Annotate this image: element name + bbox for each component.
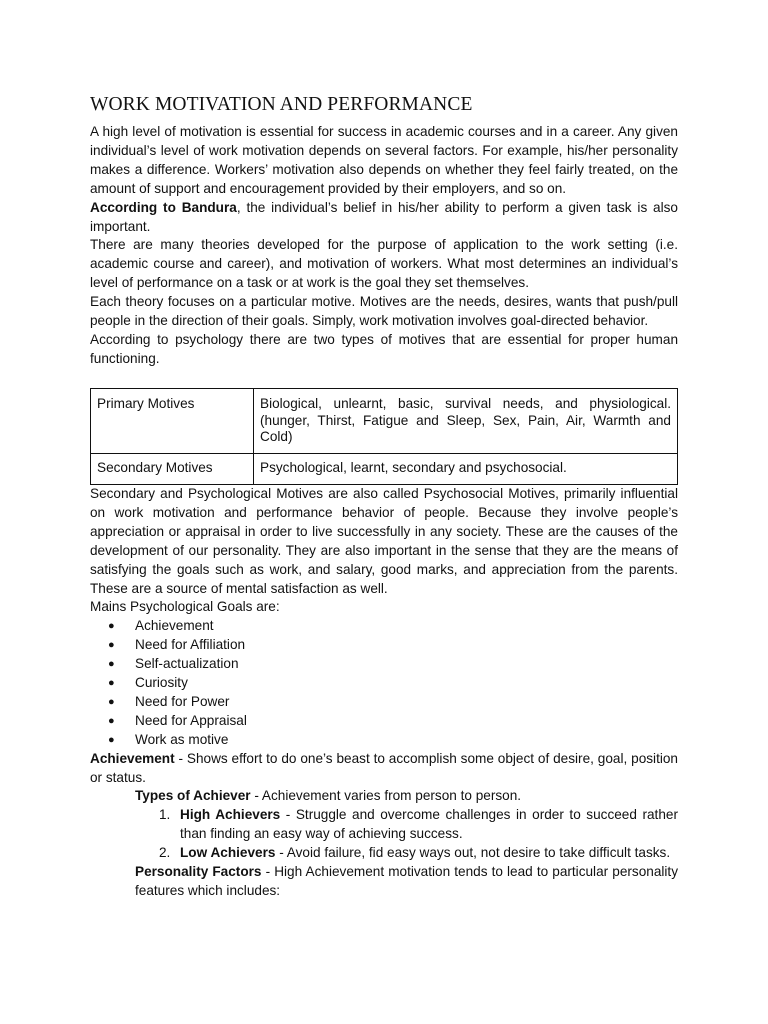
bullet-icon: ● (108, 639, 115, 652)
list-item (108, 674, 678, 693)
bullet-icon: ● (108, 733, 115, 746)
goal-label: Curiosity (135, 675, 188, 691)
motive-label: Secondary Motives (91, 454, 254, 485)
list-number: 2. (159, 845, 171, 861)
list-item (135, 844, 678, 863)
goal-label: Achievement (135, 618, 214, 634)
bullet-icon: ● (108, 677, 115, 690)
goal-label: Need for Affiliation (135, 637, 246, 653)
types-of-achiever (90, 787, 678, 806)
list-item (108, 655, 678, 674)
list-item (135, 806, 678, 844)
bandura-text: , the individual’s belief in his/her ability to perform a given task is also important. (90, 199, 678, 234)
list-item (108, 636, 678, 655)
motive-label: Primary Motives (91, 388, 254, 453)
document-body (90, 93, 678, 901)
table-row (91, 454, 678, 485)
types-of-motives-paragraph: According to psychology there are two types of motives that are essential for proper human functioning. (90, 331, 678, 366)
achiever-type-bold: Low Achievers (180, 845, 276, 861)
achiever-type-bold: High Achievers (180, 807, 281, 823)
achiever-type-text: - Avoid failure, fid easy ways out, not desire to take difficult tasks. (275, 845, 671, 861)
goal-label: Self-actualization (135, 656, 239, 672)
motive-description: Psychological, learnt, secondary and psychosocial. (254, 454, 678, 485)
list-item (108, 693, 678, 712)
list-item (108, 731, 678, 750)
goal-label: Need for Appraisal (135, 712, 247, 728)
goals-intro: Mains Psychological Goals are: (90, 599, 280, 615)
achiever-types-list (90, 806, 678, 863)
achievement-bold: Achievement (90, 750, 175, 766)
types-text: - Achievement varies from person to person. (250, 788, 522, 804)
bullet-icon: ● (108, 658, 115, 671)
table-row (91, 388, 678, 453)
goals-list (90, 617, 678, 749)
list-number: 1. (159, 807, 171, 823)
list-item (108, 617, 678, 636)
motives-paragraph: Each theory focuses on a particular motive. Motives are the needs, desires, wants that push/pull people in the direction of their goals. Simply, work motivation involves goal-directed behavior. (90, 294, 678, 329)
achievement-paragraph (90, 750, 678, 788)
personality-text: - High Achievement motivation tends to lead to particular personality features which includes: (135, 864, 678, 898)
bullet-icon: ● (108, 714, 115, 727)
bandura-paragraph (90, 199, 678, 237)
achiever-type-text: - Struggle and overcome challenges in order to succeed rather than finding an easy way of achieving success. (180, 807, 678, 842)
document-title: WORK MOTIVATION AND PERFORMANCE (90, 94, 473, 115)
theories-paragraph: There are many theories developed for the purpose of application to the work setting (i.e. academic course and career), and motivation of workers. What most determines an individual’s level of performance on a task or at work is the goal they set themselves. (90, 237, 678, 291)
bullet-icon: ● (108, 695, 115, 708)
psychosocial-paragraph: Secondary and Psychological Motives are also called Psychosocial Motives, primarily influential on work motivation and performance behavior of people. Because they involve people’s appreciation or appraisal in order to live successfully in any society. These are the causes of the development of our personality. They are also important in the sense that they are the means of satisfying the goals such as work, and salary, good marks, and appreciation from the parents. These are a source of mental satisfaction as well. (90, 485, 678, 596)
bullet-icon: ● (108, 620, 115, 633)
personality-bold: Personality Factors (135, 864, 262, 880)
goal-label: Need for Power (135, 693, 230, 709)
list-item (108, 712, 678, 731)
goal-label: Work as motive (135, 731, 229, 747)
motives-table (90, 388, 678, 485)
intro-paragraph: A high level of motivation is essential for success in academic courses and in a career. Any given individual’s level of work motivation depends on several factors. For example, his/her personality makes a difference. Workers’ motivation also depends on whether they feel fairly treated, on the amount of support and encouragement provided by their employers, and so on. (90, 124, 678, 196)
achievement-text: - Shows effort to do one’s beast to accomplish some object of desire, goal, position or status. (90, 750, 678, 785)
bandura-bold: According to Bandura (90, 199, 237, 215)
personality-factors (90, 863, 678, 901)
types-bold: Types of Achiever (135, 788, 251, 804)
motive-description: Biological, unlearnt, basic, survival needs, and physiological. (hunger, Thirst, Fatigue and Sleep, Sex, Pain, Air, Warmth and Cold) (254, 388, 678, 453)
